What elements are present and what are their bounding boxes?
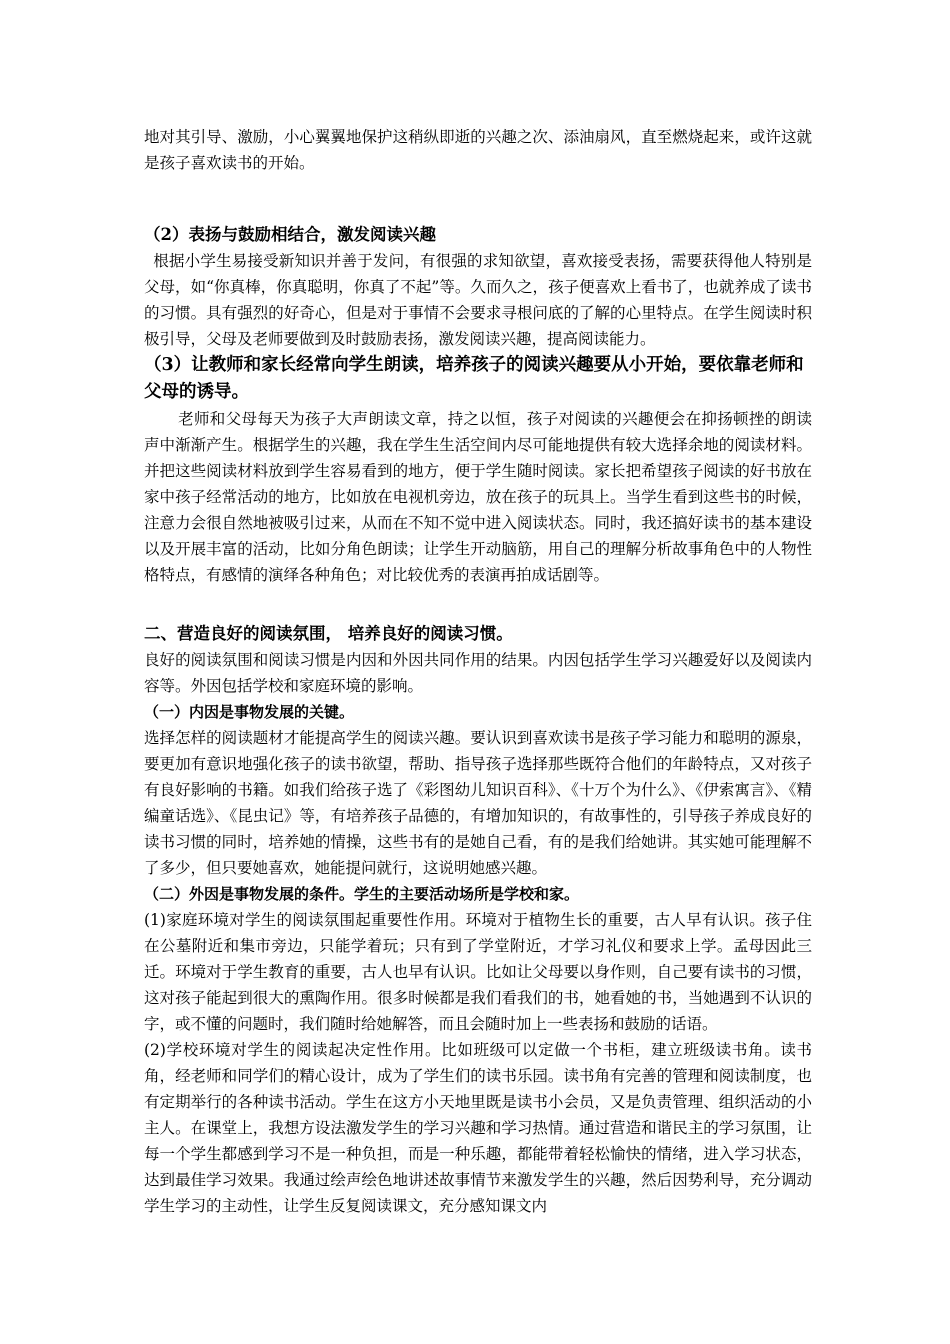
document-page bbox=[144, 124, 812, 1219]
internal-cause-paragraph: 选择怎样的阅读题材才能提高学生的阅读兴趣。要认识到喜欢读书是孩子学习能力和聪明的源泉，要更加有意识地强化孩子的读书欲望，帮助、指导孩子选择那些既符合他们的年龄特点，又对孩子有良好影响的书籍。如我们给孩子选了《彩图幼儿知识百科》、《十万个为什么》、《伊索寓言》、《精编童话选》、《昆虫记》等，有培养孩子品德的，有增加知识的，有故事性的，引导孩子养成良好的读书习惯的同时，培养她的情操，这些书有的是她自己看，有的是我们给她讲。其实她可能理解不了多少，但只要她喜欢，她能提问就行，这说明她感兴趣。 bbox=[144, 729, 812, 877]
section-3-heading: （3）让教师和家长经常向学生朗读，培养孩子的阅读兴趣要从小开始，要依靠老师和父母的诱导。 bbox=[144, 355, 804, 402]
section-2-heading: （2）表扬与鼓励相结合，激发阅读兴趣 bbox=[144, 225, 436, 244]
spacer bbox=[144, 176, 812, 222]
family-environment-paragraph: (1)家庭环境对学生的阅读氛围起重要性作用。环境对于植物生长的重要，古人早有认识。孩子住在公墓附近和集市旁边，只能学着玩；只有到了学堂附近，才学习礼仪和要求上学。孟母因此三迁。环境对于学生教育的重要，古人也早有认识。比如让父母要以身作则，自己要有读书的习惯，这对孩子能起到很大的熏陶作用。很多时候都是我们看我们的书，她看她的书，当她遇到不认识的字，或不懂的问题时，我们随时给她解答，而且会随时加上一些表扬和鼓励的话语。 bbox=[144, 911, 812, 1033]
part-2-heading: 二、营造良好的阅读氛围， 培养良好的阅读习惯。 bbox=[144, 624, 513, 643]
external-cause-heading: （二）外因是事物发展的条件。学生的主要活动场所是学校和家。 bbox=[144, 885, 580, 903]
intro-paragraph: 地对其引导、激励，小心翼翼地保护这稍纵即逝的兴趣之次、添油扇风，直至燃烧起来，或许这就是孩子喜欢读书的开始。 bbox=[144, 128, 812, 172]
section-3-paragraph: 老师和父母每天为孩子大声朗读文章，持之以恒，孩子对阅读的兴趣便会在抑扬顿挫的朗读声中渐渐产生。根据学生的兴趣，我在学生生活空间内尽可能地提供有较大选择余地的阅读材料。并把这些阅读材料放到学生容易看到的地方，便于学生随时阅读。家长把希望孩子阅读的好书放在家中孩子经常活动的地方，比如放在电视机旁边，放在孩子的玩具上。当学生看到这些书的时候，注意力会很自然地被吸引过来，从而在不知不觉中进入阅读状态。同时，我还搞好读书的基本建设以及开展丰富的活动，比如分角色朗读；让学生开动脑筋，用自己的理解分析故事角色中的人物性格特点，有感情的演绎各种角色；对比较优秀的表演再拍成话剧等。 bbox=[144, 410, 812, 584]
section-2-paragraph: 根据小学生易接受新知识并善于发问，有很强的求知欲望，喜欢接受表扬，需要获得他人特别是父母，如“你真棒，你真聪明，你真了不起”等。久而久之，孩子便喜欢上看书了，也就养成了读书的习惯。具有强烈的好奇心，但是对于事情不会要求寻根问底的了解的心里特点。在学生阅读时积极引导，父母及老师要做到及时鼓励表扬，激发阅读兴趣，提高阅读能力。 bbox=[144, 252, 812, 348]
internal-cause-heading: （一）内因是事物发展的关键。 bbox=[144, 703, 355, 721]
spacer bbox=[144, 588, 812, 621]
school-environment-paragraph: (2)学校环境对学生的阅读起决定性作用。比如班级可以定做一个书柜，建立班级读书角。读书角，经老师和同学们的精心设计，成为了学生们的读书乐园。读书角有完善的管理和阅读制度，也有定期举行的各种读书活动。学生在这方小天地里既是读书小会员，又是负责管理、组织活动的小主人。在课堂上，我想方设法激发学生的学习兴趣和学习热情。通过营造和谐民主的学习氛围，让每一个学生都感到学习不是一种负担，而是一种乐趣，都能带着轻松愉快的情绪，进入学习状态，达到最佳学习效果。我通过绘声绘色地讲述故事情节来激发学生的兴趣，然后因势利导，充分调动学生学习的主动性，让学生反复阅读课文，充分感知课文内 bbox=[144, 1041, 812, 1215]
part-2-paragraph: 良好的阅读氛围和阅读习惯是内因和外因共同作用的结果。内因包括学生学习兴趣爱好以及阅读内容等。外因包括学校和家庭环境的影响。 bbox=[144, 651, 812, 695]
